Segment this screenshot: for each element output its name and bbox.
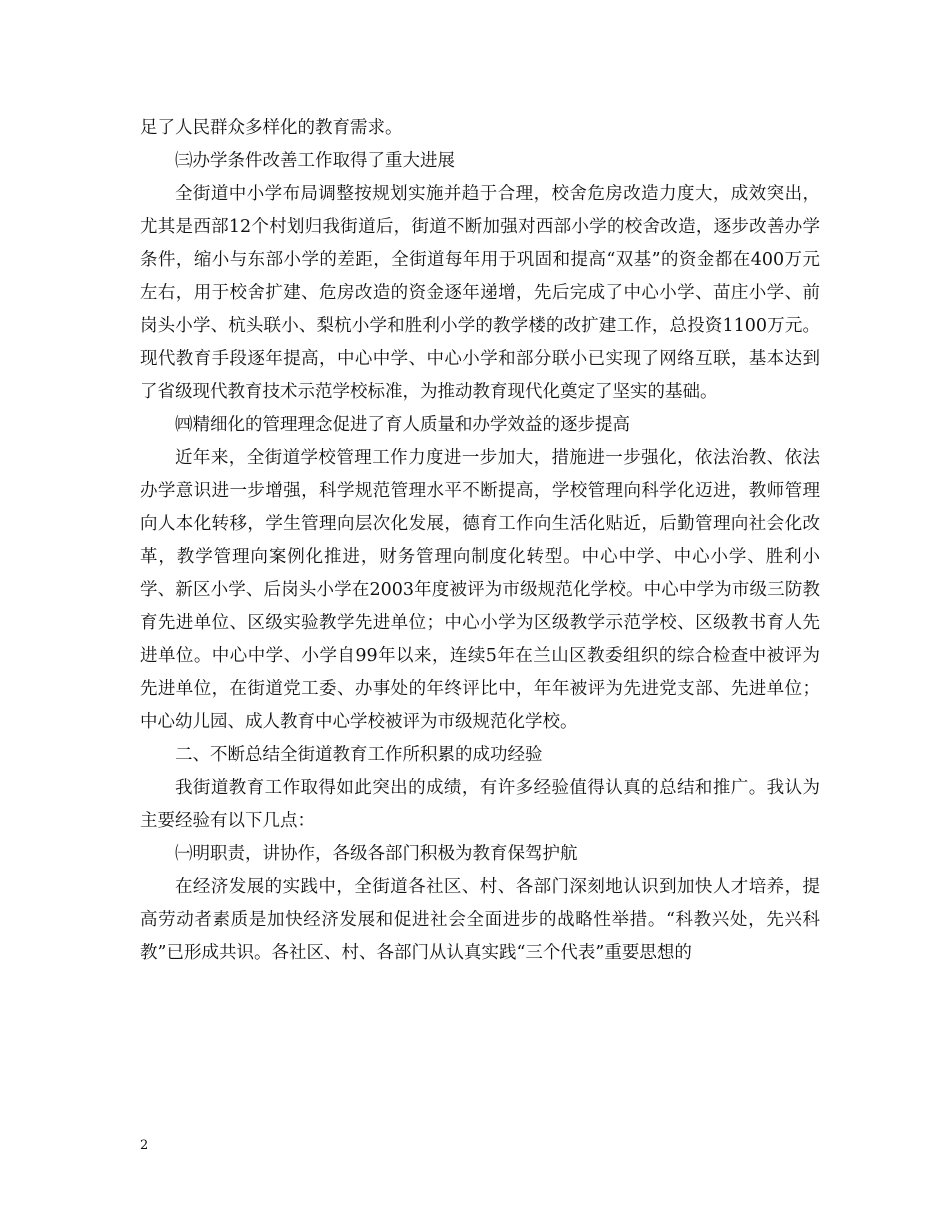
page-number: 2 — [140, 1138, 149, 1153]
section-heading-3: ㈢办学条件改善工作取得了重大进展 — [175, 151, 455, 171]
paragraph-school-conditions: 全街道中小学布局调整按规划实施并趋于合理，校舍危房改造力度大，成效突出，尤其是西部12个村划归我街道后，街道不断加强对西部小学的校舍改造，逐步改善办学条件，缩小与东部小学的差距，全街道每年用于巩固和提高“双基”的资金都在400万元左右，用于校舍扩建、危房改造的资金逐年递增，先后完成了中心小学、苗庄小学、前岗头小学、杭头联小、梨杭小学和胜利小学的教学楼的改扩建工作，总投资1100万元。现代教育手段逐年提高，中心中学、中心小学和部分联小已实现了网络互联，基本达到了省级现代教育技术示范学校标准，为推动教育现代化奠定了坚实的基础。 — [140, 184, 820, 402]
section-heading-two: 二、不断总结全街道教育工作所积累的成功经验 — [175, 745, 543, 765]
section-heading-1: ㈠明职责，讲协作，各级各部门积极为教育保驾护航 — [175, 844, 578, 864]
section-heading-4: ㈣精细化的管理理念促进了育人质量和办学效益的逐步提高 — [175, 415, 630, 435]
document-body — [140, 112, 820, 970]
paragraph-continuation: 足了人民群众多样化的教育需求。 — [140, 118, 403, 138]
paragraph-experience-intro: 我街道教育工作取得如此突出的成绩，有许多经验值得认真的总结和推广。我认为主要经验有以下几点： — [140, 778, 820, 831]
paragraph-economic-practice: 在经济发展的实践中，全街道各社区、村、各部门深刻地认识到加快人才培养，提高劳动者素质是加快经济发展和促进社会全面进步的战略性举措。“科教兴处，先兴科教”已形成共识。各社区、村、各部门从认真实践“三个代表”重要思想的 — [140, 877, 820, 963]
paragraph-management: 近年来，全街道学校管理工作力度进一步加大，措施进一步强化，依法治教、依法办学意识进一步增强，科学规范管理水平不断提高，学校管理向科学化迈进，教师管理向人本化转移，学生管理向层次化发展，德育工作向生活化贴近，后勤管理向社会化改革，教学管理向案例化推进，财务管理向制度化转型。中心中学、中心小学、胜利小学、新区小学、后岗头小学在2003年度被评为市级规范化学校。中心中学为市级三防教育先进单位、区级实验教学先进单位；中心小学为区级教学示范学校、区级教书育人先进单位。中心中学、小学自99年以来，连续5年在兰山区教委组织的综合检查中被评为先进单位，在街道党工委、办事处的年终评比中，年年被评为先进党支部、先进单位；中心幼儿园、成人教育中心学校被评为市级规范化学校。 — [140, 448, 820, 732]
